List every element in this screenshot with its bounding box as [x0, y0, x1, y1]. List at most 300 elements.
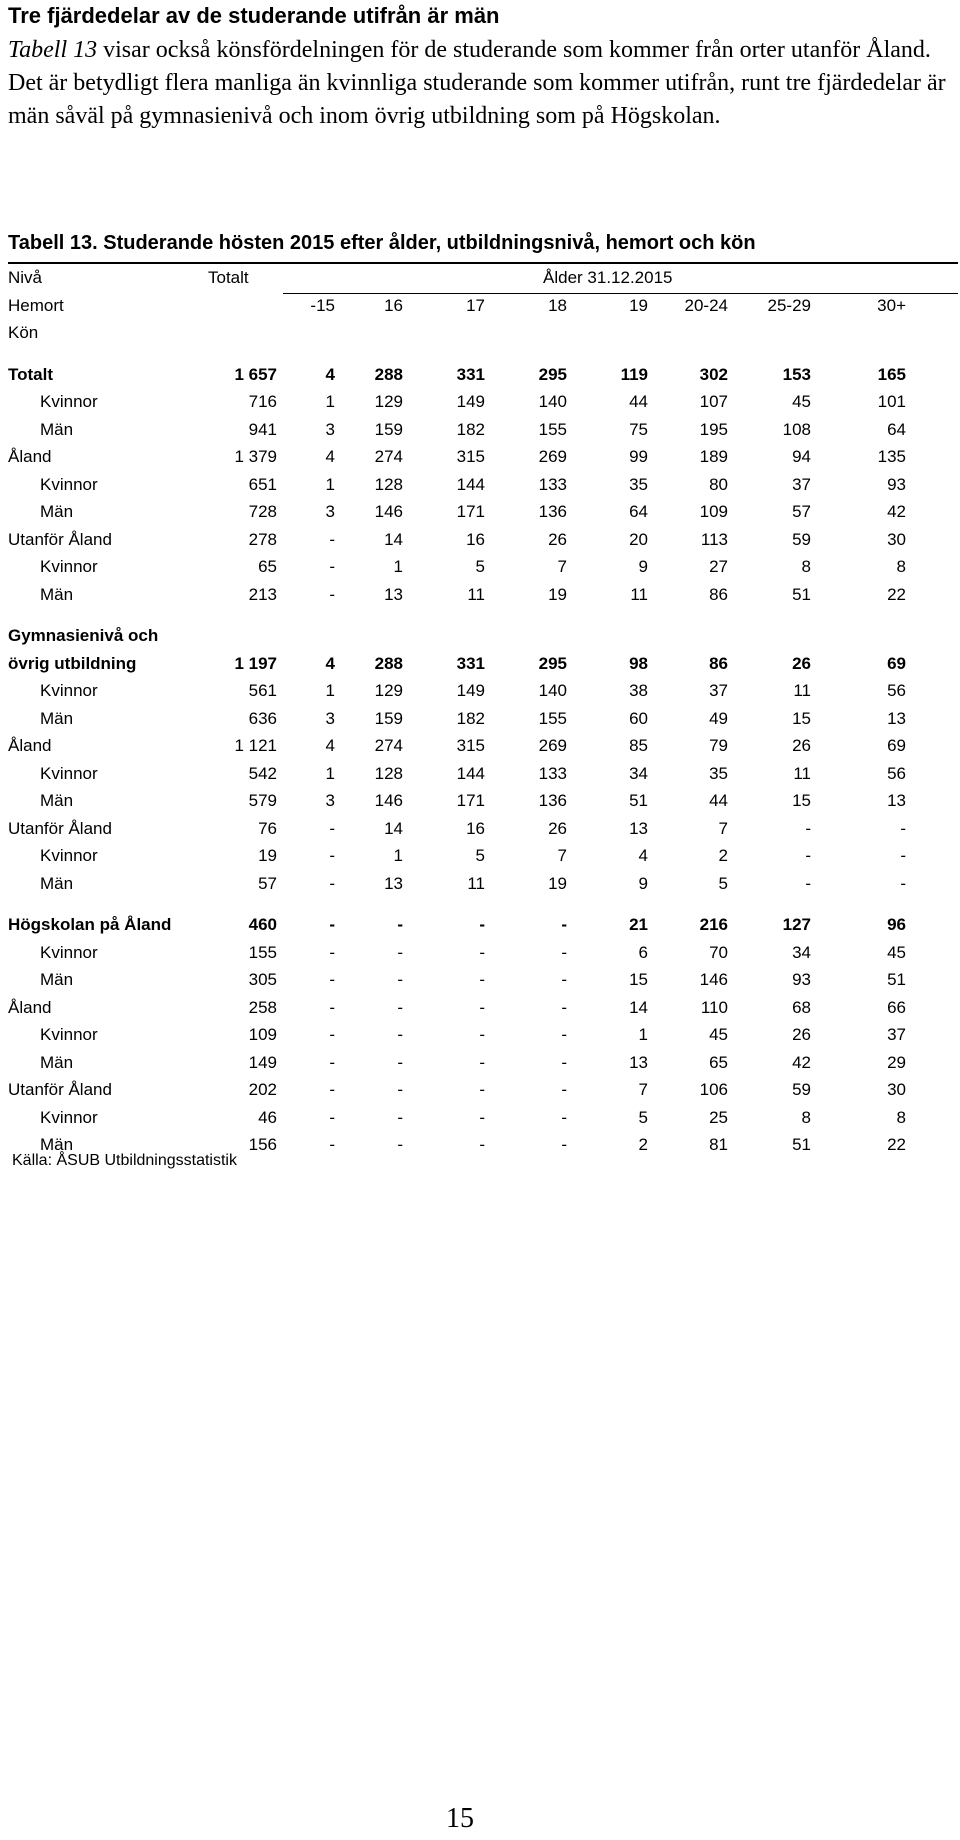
cell-age-value: -: [479, 1135, 485, 1154]
cell-age-value: 11: [793, 763, 811, 783]
cell-age-value: 7: [638, 1080, 648, 1099]
row-label: Utanför Åland: [8, 529, 112, 549]
cell-age-value: -: [900, 873, 906, 893]
cell-age-value: -: [329, 1025, 335, 1044]
row-spacer: [8, 608, 958, 622]
cell-age-value: -: [561, 1052, 567, 1072]
cell-total: 636: [248, 708, 277, 728]
cell-age-value: 146: [374, 791, 403, 810]
cell-age-value: 107: [699, 392, 728, 411]
cell-total: 561: [248, 681, 277, 700]
cell-age-value: 22: [887, 1135, 906, 1154]
cell-age-value: 22: [887, 584, 906, 604]
cell-age-value: 56: [887, 681, 906, 700]
cell-age-value: 13: [629, 818, 648, 838]
cell-age-value: 11: [630, 584, 648, 604]
cell-age-value: 1: [638, 1025, 648, 1044]
table-row: [8, 553, 958, 581]
table-row: [8, 1076, 958, 1104]
table-row: [8, 677, 958, 705]
cell-age-value: 80: [709, 474, 728, 494]
cell-age-value: 86: [709, 584, 728, 604]
cell-age-value: 8: [801, 1107, 811, 1127]
row-label: Män: [40, 1052, 74, 1072]
table-row: [8, 526, 958, 554]
cell-age-value: 16: [466, 529, 485, 549]
cell-age-value: 1: [325, 392, 335, 411]
cell-age-value: -: [329, 942, 335, 962]
cell-age-value: 165: [877, 364, 906, 384]
cell-age-value: 96: [887, 915, 906, 934]
cell-age-value: -: [329, 846, 335, 865]
cell-age-value: -: [329, 915, 335, 934]
cell-age-value: -: [329, 1080, 335, 1099]
cell-age-value: 136: [538, 791, 567, 810]
row-label: Högskolan på Åland: [8, 915, 172, 934]
paragraph-text: visar också könsfördelningen för de studerande som kommer från orter utanför Åland. Det är betydligt flera manliga än kvinnliga studerande som kommer utifrån, runt tre fjärdedelar är män såväl på gymnasienivå och inom övrig utbildning som på Högskolan.: [8, 37, 946, 129]
cell-age-value: -: [397, 915, 403, 934]
cell-total: 1 657: [234, 364, 277, 384]
cell-age-value: -: [397, 1052, 403, 1072]
cell-total: 941: [248, 419, 277, 439]
cell-age-value: 93: [792, 970, 811, 989]
cell-total: 1 379: [234, 447, 277, 466]
row-label: Kvinnor: [40, 1025, 98, 1044]
cell-age-value: 34: [629, 763, 648, 783]
cell-age-value: 3: [325, 502, 335, 521]
cell-age-value: 4: [325, 653, 335, 673]
section-title-row: [8, 622, 958, 650]
cell-total: 460: [248, 915, 277, 934]
cell-age-value: 1: [325, 763, 335, 783]
table-row: [8, 732, 958, 760]
table-row: [8, 388, 958, 416]
cell-age-value: 13: [629, 1052, 648, 1072]
cell-age-value: 16: [466, 818, 485, 838]
cell-total: 46: [258, 1107, 277, 1127]
header-age-col: 18: [548, 295, 567, 315]
cell-age-value: 136: [538, 502, 567, 521]
cell-age-value: 6: [638, 942, 648, 962]
cell-age-value: 26: [792, 1025, 811, 1044]
row-label: Totalt: [8, 364, 54, 384]
table-row: [8, 498, 958, 526]
cell-age-value: -: [479, 970, 485, 989]
cell-age-value: 119: [620, 364, 648, 384]
table-row: [8, 705, 958, 733]
cell-age-value: -: [561, 1135, 567, 1154]
cell-age-value: 8: [896, 1107, 906, 1127]
cell-age-value: 149: [456, 681, 485, 700]
cell-age-value: 64: [887, 419, 906, 439]
cell-age-value: 331: [456, 653, 485, 673]
cell-age-value: 5: [475, 846, 485, 865]
row-label: övrig utbildning: [8, 653, 137, 673]
row-label: Kvinnor: [40, 392, 98, 411]
cell-age-value: -: [329, 557, 335, 576]
cell-age-value: 29: [887, 1052, 906, 1072]
table-source: Källa: ÅSUB Utbildningsstatistik: [12, 1152, 237, 1169]
header-hemort: Hemort: [8, 295, 64, 315]
cell-age-value: 27: [709, 557, 728, 576]
cell-age-value: -: [397, 1107, 403, 1127]
cell-age-value: 35: [629, 474, 648, 494]
cell-age-value: 146: [374, 502, 403, 521]
cell-age-value: 7: [557, 557, 567, 576]
cell-age-value: 302: [699, 364, 728, 384]
cell-age-value: 182: [456, 419, 485, 439]
cell-age-value: 30: [887, 529, 906, 549]
cell-age-value: 315: [456, 447, 485, 466]
cell-age-value: 65: [709, 1052, 728, 1072]
cell-total: 149: [248, 1052, 277, 1072]
cell-age-value: -: [561, 942, 567, 962]
cell-age-value: 288: [374, 364, 403, 384]
cell-total: 155: [248, 942, 277, 962]
cell-age-value: 13: [384, 584, 403, 604]
cell-age-value: 2: [638, 1135, 648, 1154]
table-row: [8, 1021, 958, 1049]
cell-age-value: 135: [877, 447, 906, 466]
cell-age-value: -: [900, 846, 906, 865]
cell-age-value: -: [329, 997, 335, 1017]
cell-age-value: 1: [325, 474, 335, 494]
cell-age-value: 109: [699, 502, 728, 521]
cell-age-value: -: [561, 1025, 567, 1044]
cell-total: 542: [248, 763, 277, 783]
cell-age-value: 69: [887, 736, 906, 755]
cell-total: 65: [258, 557, 277, 576]
cell-age-value: -: [561, 1080, 567, 1099]
cell-age-value: 42: [792, 1052, 811, 1072]
cell-age-value: 155: [538, 419, 567, 439]
cell-age-value: 25: [709, 1107, 728, 1127]
cell-age-value: 26: [792, 736, 811, 755]
cell-age-value: -: [397, 942, 403, 962]
row-label: Kvinnor: [40, 681, 98, 700]
row-label: Kvinnor: [40, 763, 98, 783]
cell-age-value: 26: [548, 529, 567, 549]
cell-age-value: 45: [709, 1025, 728, 1044]
cell-age-value: -: [329, 584, 335, 604]
row-label: Män: [40, 419, 74, 439]
cell-age-value: 295: [538, 364, 567, 384]
cell-age-value: 274: [374, 447, 403, 466]
cell-age-value: 93: [887, 474, 906, 494]
cell-age-value: -: [329, 1052, 335, 1072]
header-niva: Nivå: [8, 268, 43, 287]
cell-age-value: 81: [709, 1135, 728, 1154]
cell-age-value: 19: [548, 584, 567, 604]
cell-age-value: 5: [638, 1107, 648, 1127]
header-age-col: 17: [466, 295, 485, 315]
cell-age-value: 21: [629, 915, 648, 934]
cell-age-value: 128: [374, 763, 403, 783]
cell-age-value: -: [397, 1025, 403, 1044]
cell-age-value: 216: [699, 915, 728, 934]
cell-age-value: 64: [629, 502, 648, 521]
cell-age-value: 14: [384, 818, 403, 838]
table-row: [8, 966, 958, 994]
cell-total: 579: [248, 791, 277, 810]
row-label: Utanför Åland: [8, 1080, 112, 1099]
cell-age-value: 15: [629, 970, 648, 989]
table-row: [8, 471, 958, 499]
cell-age-value: 59: [792, 1080, 811, 1099]
cell-age-value: -: [329, 529, 335, 549]
cell-age-value: 75: [629, 419, 648, 439]
table-row: [8, 911, 958, 939]
cell-age-value: 38: [629, 681, 648, 700]
cell-age-value: 37: [887, 1025, 906, 1044]
cell-age-value: 3: [325, 419, 335, 439]
cell-age-value: 59: [792, 529, 811, 549]
table-row: [8, 994, 958, 1022]
cell-age-value: -: [479, 915, 485, 934]
row-label: Åland: [8, 736, 52, 755]
cell-total: 258: [248, 997, 277, 1017]
cell-age-value: -: [397, 970, 403, 989]
cell-age-value: 85: [629, 736, 648, 755]
cell-age-value: 113: [700, 529, 728, 549]
cell-total: 109: [248, 1025, 277, 1044]
table-row: [8, 581, 958, 609]
cell-age-value: 195: [699, 419, 728, 439]
cell-age-value: 66: [887, 997, 906, 1017]
row-label: Kvinnor: [40, 846, 98, 865]
cell-total: 19: [258, 846, 277, 865]
row-label: Kvinnor: [40, 942, 98, 962]
cell-age-value: 1: [325, 681, 335, 700]
cell-age-value: 30: [887, 1080, 906, 1099]
cell-age-value: -: [329, 1107, 335, 1127]
cell-age-value: 331: [456, 364, 485, 384]
cell-total: 156: [248, 1135, 277, 1154]
cell-age-value: 3: [325, 791, 335, 810]
table-caption: Tabell 13. Studerande hösten 2015 efter ålder, utbildningsnivå, hemort och kön: [8, 232, 756, 254]
cell-age-value: 140: [538, 681, 567, 700]
cell-age-value: 11: [467, 873, 485, 893]
cell-age-value: 13: [887, 708, 906, 728]
header-alder: Ålder 31.12.2015: [543, 268, 673, 287]
cell-age-value: 68: [792, 997, 811, 1017]
cell-age-value: -: [561, 1107, 567, 1127]
cell-age-value: 3: [325, 708, 335, 728]
cell-age-value: 144: [456, 763, 485, 783]
cell-age-value: 35: [709, 763, 728, 783]
cell-age-value: 133: [538, 763, 567, 783]
cell-age-value: 149: [456, 392, 485, 411]
table-row: [8, 870, 958, 898]
row-label: Män: [40, 708, 74, 728]
table-row: [8, 815, 958, 843]
row-spacer: [8, 897, 958, 911]
cell-age-value: -: [397, 1135, 403, 1154]
cell-age-value: -: [397, 1080, 403, 1099]
cell-age-value: -: [805, 818, 811, 838]
row-spacer: [8, 347, 958, 361]
cell-age-value: 44: [629, 392, 648, 411]
table-row: [8, 1049, 958, 1077]
cell-age-value: 129: [374, 392, 403, 411]
table-body: [8, 347, 958, 1159]
cell-age-value: 49: [709, 708, 728, 728]
cell-age-value: 7: [557, 846, 567, 865]
cell-age-value: 274: [374, 736, 403, 755]
header-totalt: Totalt: [208, 268, 249, 287]
cell-age-value: 51: [792, 1135, 811, 1154]
header-kon: Kön: [8, 323, 39, 342]
cell-age-value: -: [479, 1107, 485, 1127]
cell-age-value: 26: [548, 818, 567, 838]
cell-age-value: -: [329, 818, 335, 838]
row-label: Män: [40, 873, 74, 893]
cell-age-value: -: [805, 846, 811, 865]
cell-age-value: -: [329, 873, 335, 893]
cell-age-value: -: [805, 873, 811, 893]
cell-age-value: 144: [456, 474, 485, 494]
cell-age-value: -: [561, 915, 567, 934]
cell-age-value: 37: [709, 681, 728, 700]
section-heading: Tre fjärdedelar av de studerande utifrån är män: [8, 3, 500, 28]
cell-age-value: -: [479, 942, 485, 962]
cell-total: 1 197: [234, 653, 277, 673]
row-label: Utanför Åland: [8, 818, 112, 838]
cell-age-value: 133: [538, 474, 567, 494]
cell-total: 278: [248, 529, 277, 549]
cell-age-value: 57: [792, 502, 811, 521]
cell-total: 213: [248, 584, 277, 604]
cell-age-value: 128: [374, 474, 403, 494]
cell-age-value: 182: [456, 708, 485, 728]
cell-age-value: 45: [887, 942, 906, 962]
header-age-col: 16: [384, 295, 403, 315]
cell-age-value: 86: [709, 653, 728, 673]
cell-age-value: 8: [801, 557, 811, 576]
cell-age-value: 7: [718, 818, 728, 838]
table-row: [8, 760, 958, 788]
cell-total: 1 121: [234, 736, 277, 755]
cell-total: 716: [248, 392, 277, 411]
cell-age-value: 44: [709, 791, 728, 810]
header-age-col: 30+: [877, 295, 906, 315]
cell-age-value: 295: [538, 653, 567, 673]
cell-age-value: 4: [638, 846, 648, 865]
cell-age-value: 20: [629, 529, 648, 549]
cell-age-value: 4: [325, 736, 335, 755]
cell-age-value: 99: [629, 447, 648, 466]
cell-age-value: 140: [538, 392, 567, 411]
cell-age-value: 1: [393, 846, 403, 865]
cell-age-value: 19: [548, 873, 567, 893]
cell-age-value: 13: [384, 873, 403, 893]
cell-age-value: 14: [629, 997, 648, 1017]
row-label: Åland: [8, 997, 52, 1017]
cell-age-value: 51: [887, 970, 906, 989]
cell-age-value: 110: [700, 997, 728, 1017]
table-row: [8, 787, 958, 815]
cell-age-value: 13: [887, 791, 906, 810]
cell-age-value: 159: [374, 708, 403, 728]
cell-age-value: -: [561, 997, 567, 1017]
cell-age-value: 79: [709, 736, 728, 755]
cell-age-value: 51: [629, 791, 648, 810]
cell-age-value: 129: [374, 681, 403, 700]
cell-age-value: -: [397, 997, 403, 1017]
cell-total: 651: [248, 474, 277, 494]
cell-age-value: 42: [887, 502, 906, 521]
cell-age-value: 60: [629, 708, 648, 728]
cell-age-value: 101: [877, 392, 906, 411]
table-row: [8, 939, 958, 967]
body-paragraph: [8, 34, 956, 133]
cell-age-value: -: [479, 1025, 485, 1044]
cell-age-value: 94: [792, 447, 811, 466]
table-row: [8, 650, 958, 678]
cell-age-value: 146: [699, 970, 728, 989]
cell-age-value: -: [329, 1135, 335, 1154]
cell-age-value: -: [479, 1052, 485, 1072]
cell-total: 76: [258, 818, 277, 838]
header-age-col: 19: [629, 295, 648, 315]
cell-age-value: 15: [792, 708, 811, 728]
table-row: [8, 361, 958, 389]
header-age-col: 20-24: [684, 295, 728, 315]
row-label: Män: [40, 584, 74, 604]
cell-age-value: 11: [467, 584, 485, 604]
table-row: [8, 416, 958, 444]
cell-total: 57: [258, 873, 277, 893]
cell-age-value: -: [479, 997, 485, 1017]
header-row-1: [8, 264, 958, 292]
cell-age-value: 315: [456, 736, 485, 755]
row-label: Kvinnor: [40, 1107, 98, 1127]
header-row-2: [8, 292, 958, 320]
table-reference: Tabell 13: [8, 37, 98, 63]
table-row: [8, 443, 958, 471]
cell-total: 202: [248, 1080, 277, 1099]
cell-age-value: 37: [792, 474, 811, 494]
header-age-col: 25-29: [767, 295, 811, 315]
statistics-table: [8, 262, 958, 1159]
table-header: [8, 264, 958, 347]
cell-age-value: 155: [538, 708, 567, 728]
section-title: Gymnasienivå och: [8, 626, 159, 645]
table-row: [8, 1104, 958, 1132]
cell-age-value: 269: [538, 447, 567, 466]
cell-age-value: 127: [782, 915, 811, 934]
cell-age-value: 171: [456, 791, 485, 810]
cell-age-value: 69: [887, 653, 906, 673]
header-row-3: [8, 319, 958, 347]
cell-age-value: 269: [538, 736, 567, 755]
cell-age-value: 11: [793, 681, 811, 700]
cell-age-value: 14: [384, 529, 403, 549]
cell-age-value: 5: [718, 873, 728, 893]
cell-age-value: 56: [887, 763, 906, 783]
cell-age-value: 70: [709, 942, 728, 962]
cell-age-value: 45: [792, 392, 811, 411]
table-row: [8, 842, 958, 870]
cell-age-value: 108: [782, 419, 811, 439]
cell-age-value: 5: [475, 557, 485, 576]
row-label: Kvinnor: [40, 474, 98, 494]
cell-age-value: 9: [638, 557, 648, 576]
cell-age-value: 98: [629, 653, 648, 673]
page-number: 15: [446, 1803, 474, 1834]
cell-age-value: 159: [374, 419, 403, 439]
cell-age-value: 51: [792, 584, 811, 604]
